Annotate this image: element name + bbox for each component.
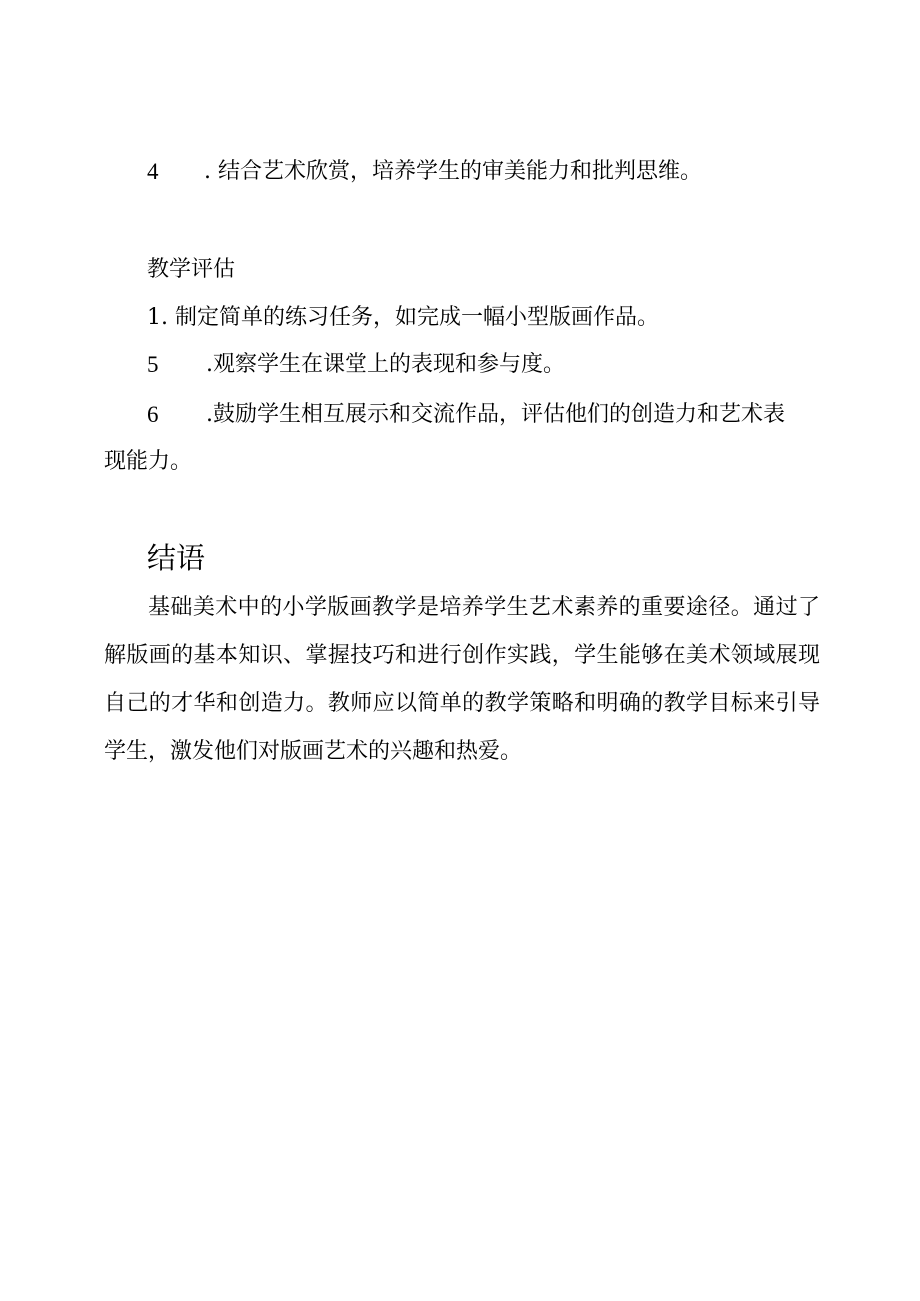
section-heading-evaluation: 教学评估 bbox=[147, 257, 236, 282]
conclusion-paragraph: 基础美术中的小学版画教学是培养学生艺术素养的重要途径。通过了解版画的基本知识、掌握技巧和进行创作实践，学生能够在美术领域展现自己的才华和创造力。教师应以简单的教学策略和明确的教学目标来引导学生，激发他们对版画艺术的兴趣和热爱。 bbox=[104, 595, 820, 764]
list-item-number: 4 bbox=[147, 159, 159, 184]
section-heading-conclusion: 结语 bbox=[147, 541, 206, 575]
list-item-number: 5 bbox=[147, 352, 159, 377]
list-item-number: 6 bbox=[147, 402, 159, 427]
list-item-text: 1. 制定简单的练习任务，如完成一幅小型版画作品。 bbox=[147, 305, 659, 330]
list-item-text: .观察学生在课堂上的表现和参与度。 bbox=[206, 352, 565, 377]
list-item-continuation: 现能力。 bbox=[104, 449, 193, 474]
list-item-text: .鼓励学生相互展示和交流作品，评估他们的创造力和艺术表 bbox=[206, 402, 785, 427]
list-item-text: . 结合艺术欣赏，培养学生的审美能力和批判思维。 bbox=[204, 159, 702, 184]
